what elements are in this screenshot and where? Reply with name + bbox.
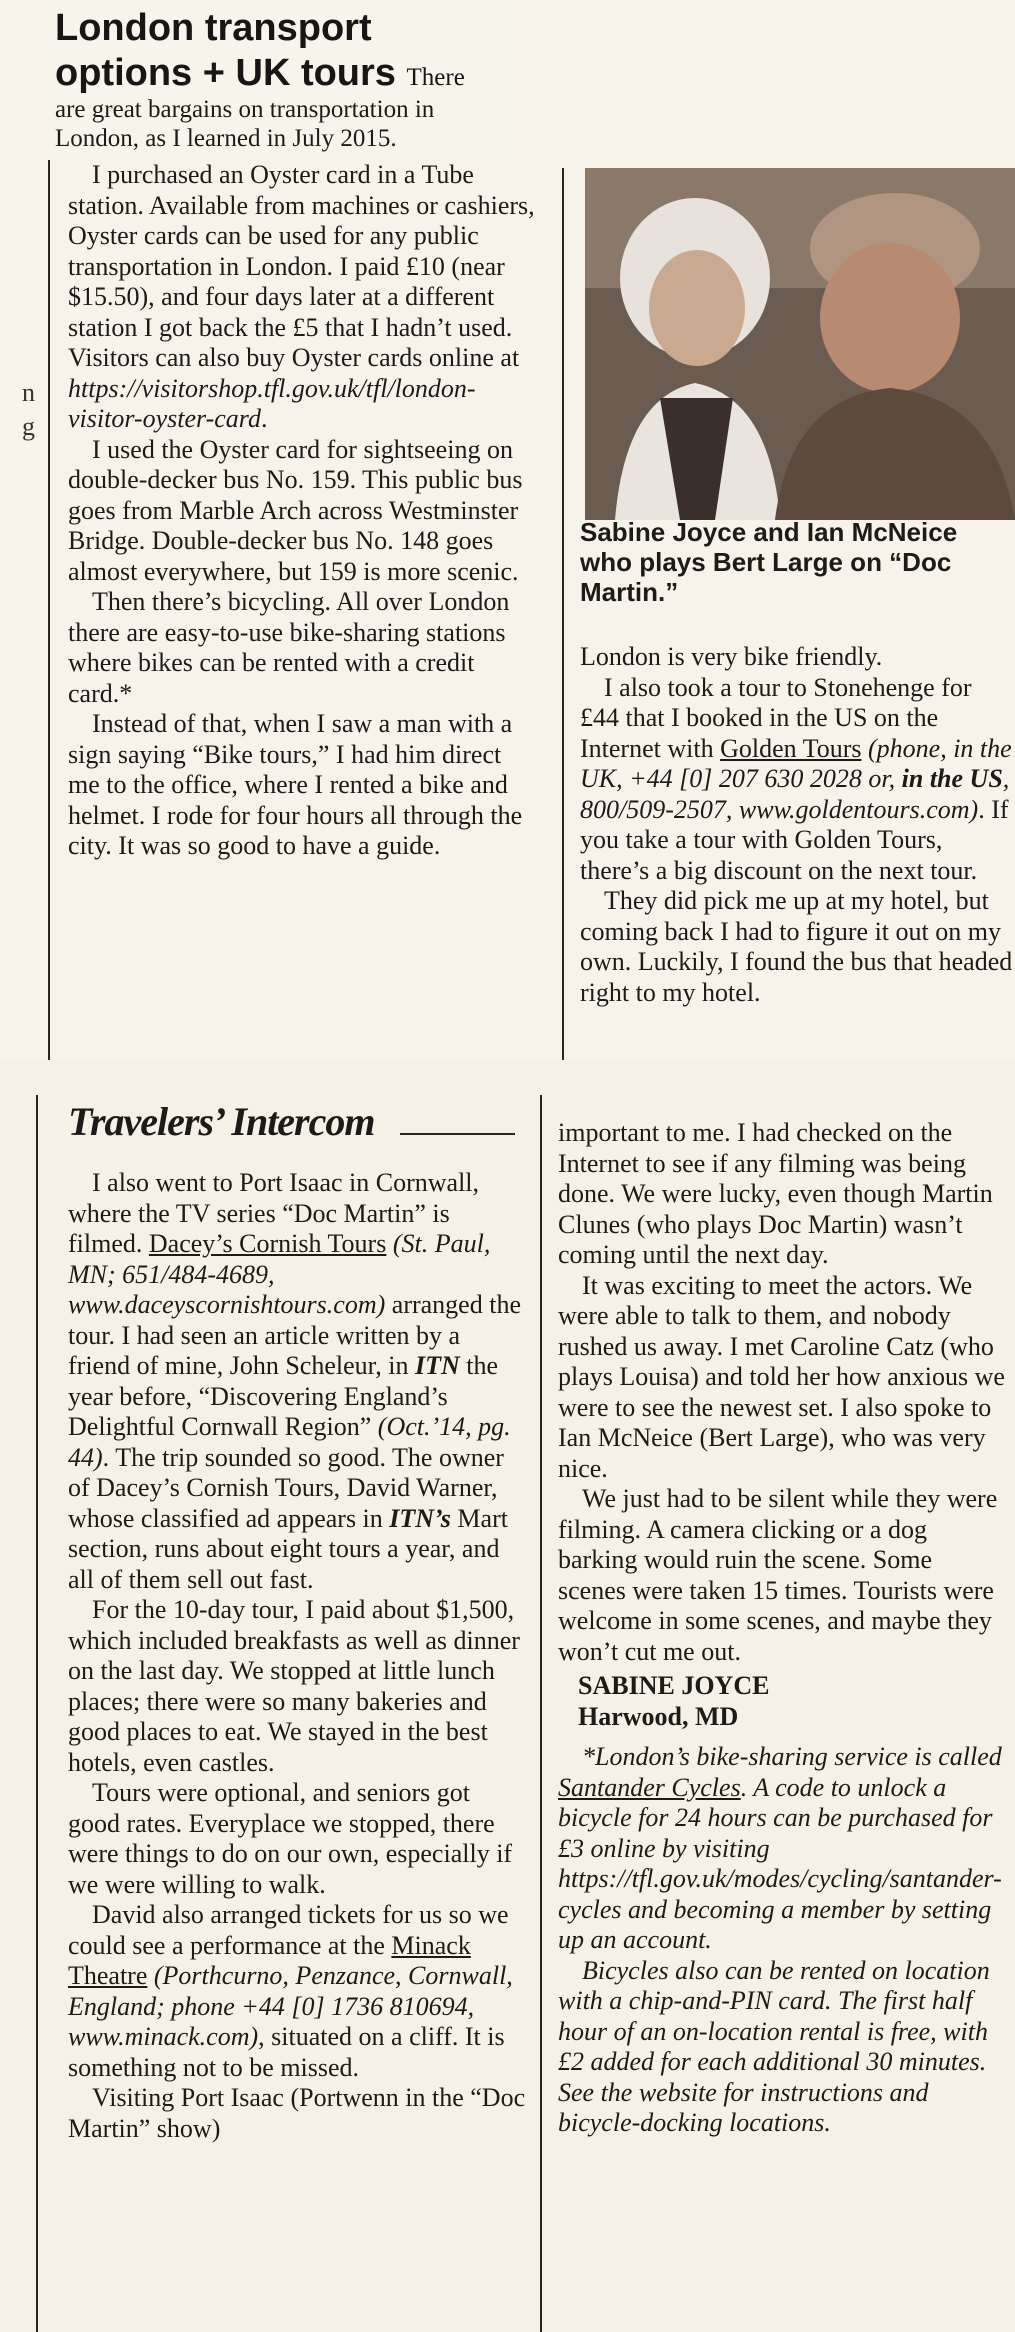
- article-column-left: [68, 160, 538, 862]
- paragraph: I also took a tour to Stonehenge for £44 that I booked in the US on the Internet with Golden Tours (phone, in the UK, +44 [0] 207 630 2028 or, in the US, 800/509-2507, www.goldentours.com). If you take a tour with Golden Tours, there’s a big discount on the next tour.: [580, 672, 1012, 885]
- column-rule: [562, 168, 564, 1060]
- intro-text: are great bargains on transportation in London, as I learned in July 2015.: [55, 96, 435, 152]
- section-title: Travelers’ Intercom: [68, 1099, 375, 1144]
- article-column-right: [580, 642, 1015, 1008]
- golden-tours-link: Golden Tours: [720, 733, 862, 763]
- photo-image: [585, 168, 1015, 520]
- paragraph: For the 10-day tour, I paid about $1,500, which included breakfasts as well as dinner on the last day. We stopped at little lunch places; there were so many bakeries and good places to eat. We stayed in the best hotels, even castles.: [68, 1595, 520, 1777]
- paragraph: Visiting Port Isaac (Portwenn in the “Doc Martin” show): [68, 2083, 526, 2143]
- paragraph: London is very bike friendly.: [580, 642, 883, 671]
- signature-place: Harwood, MD: [578, 1701, 739, 1731]
- paragraph: important to me. I had checked on the Internet to see if any filming was being done. We were lucky, even though Martin Clunes (who plays Doc Martin) wasn’t coming until the next day.: [558, 1118, 993, 1269]
- footnote: [558, 1742, 1005, 2139]
- minack-link: Minack Theatre: [68, 1930, 471, 1990]
- oyster-url: https://visitorshop.tfl.gov.uk/tfl/london-visitor-oyster-card: [68, 373, 476, 433]
- margin-mark: n: [22, 378, 35, 407]
- intro-lead: There: [406, 64, 465, 91]
- paragraph: *London’s bike-sharing service is called Santander Cycles. A code to unlock a bicycle for 24 hours can be purchased for £3 online by visiting https://tfl.gov.uk/modes/cycling/santander-cycles and becoming a member by setting up an account.: [558, 1742, 1002, 1954]
- intercom-column-left: [68, 1168, 528, 2144]
- paragraph: We just had to be silent while they were filming. A camera clicking or a dog barking would ruin the scene. Some scenes were taken 15 times. Tourists were welcome in some scenes, and maybe they won’t cut me out.: [558, 1484, 998, 1666]
- paragraph: I used the Oyster card for sightseeing on double-decker bus No. 159. This public bus goes from Marble Arch across Westminster Bridge. Double-decker bus No. 148 goes almost everywhere, but 159 is more scenic.: [68, 434, 523, 586]
- paragraph: Instead of that, when I saw a man with a sign saying “Bike tours,” I had him direct me to the office, where I rented a bike and helmet. I rode for four hours all through the city. It was so good to have a guide.: [68, 709, 523, 860]
- photo-sabine-and-ian: [585, 168, 1015, 520]
- column-rule: [48, 160, 50, 1060]
- signature-name: SABINE JOYCE: [578, 1671, 770, 1700]
- headline-line-1: London transport: [55, 7, 372, 49]
- title-rule: [400, 1133, 515, 1135]
- photo-caption: Sabine Joyce and Ian McNeice who plays Bert Large on “Doc Martin.”: [580, 517, 958, 607]
- paragraph: I also went to Port Isaac in Cornwall, where the TV series “Doc Martin” is filmed. Dacey’s Cornish Tours (St. Paul, MN; 651/484-4689, www.daceyscornishtours.com) arranged the tour. I had seen an article written by a friend of mine, John Scheleur, in ITN the year before, “Discovering England’s Delightful Cornwall Region” (Oct.’14, pg. 44). The trip sounded so good. The owner of Dacey’s Cornish Tours, David Warner, whose classified ad appears in ITN’s Mart section, runs about eight tours a year, and all of them sell out fast.: [68, 1168, 521, 1594]
- daceys-link: Dacey’s Cornish Tours: [148, 1229, 387, 1258]
- paragraph: Then there’s bicycling. All over London there are easy-to-use bike-sharing stations where bikes can be rented with a credit card.*: [68, 587, 510, 708]
- margin-mark: g: [22, 412, 35, 441]
- paragraph: Bicycles also can be rented on location with a chip-and-PIN card. The first half hour of an on-location rental is free, with £2 added for each additional 30 minutes. See the website for instructions and bicycle-docking locations.: [558, 1955, 990, 2137]
- intercom-column-right: [558, 1118, 1005, 2139]
- paragraph: It was exciting to meet the actors. We were able to talk to them, and nobody rushed us away. I met Caroline Catz (who plays Louisa) and told her how anxious we were to see the newest set. I also spoke to Ian McNeice (Bert Large), who was very nice.: [558, 1270, 1005, 1483]
- headline-line-2: options + UK tours: [55, 52, 396, 94]
- paragraph: David also arranged tickets for us so we could see a performance at the Minack Theatre (Porthcurno, Penzance, Cornwall, England; phone +44 [0] 1736 810694, www.minack.com), situated on a cliff. It is something not to be missed.: [68, 1900, 513, 2082]
- column-rule: [540, 1095, 542, 2332]
- paragraph: I purchased an Oyster card in a Tube station. Available from machines or cashiers, Oyster cards can be used for any public transportation in London. I paid £10 (near $15.50), and four days later at a different station I got back the £5 that I hadn’t used. Visitors can also buy Oyster cards online at https://visitorshop.tfl.gov.uk/tfl/london-visitor-oyster-card.: [68, 160, 535, 433]
- santander-link: Santander Cycles: [558, 1772, 741, 1802]
- column-rule: [36, 1095, 38, 2332]
- paragraph: They did pick me up at my hotel, but coming back I had to figure it out on my own. Luckily, I found the bus that headed right to my hotel.: [580, 886, 1013, 1007]
- paragraph: Tours were optional, and seniors got good rates. Everyplace we stopped, there were things to do on our own, especially if we were willing to walk.: [68, 1778, 513, 1899]
- article-headline: [55, 6, 505, 100]
